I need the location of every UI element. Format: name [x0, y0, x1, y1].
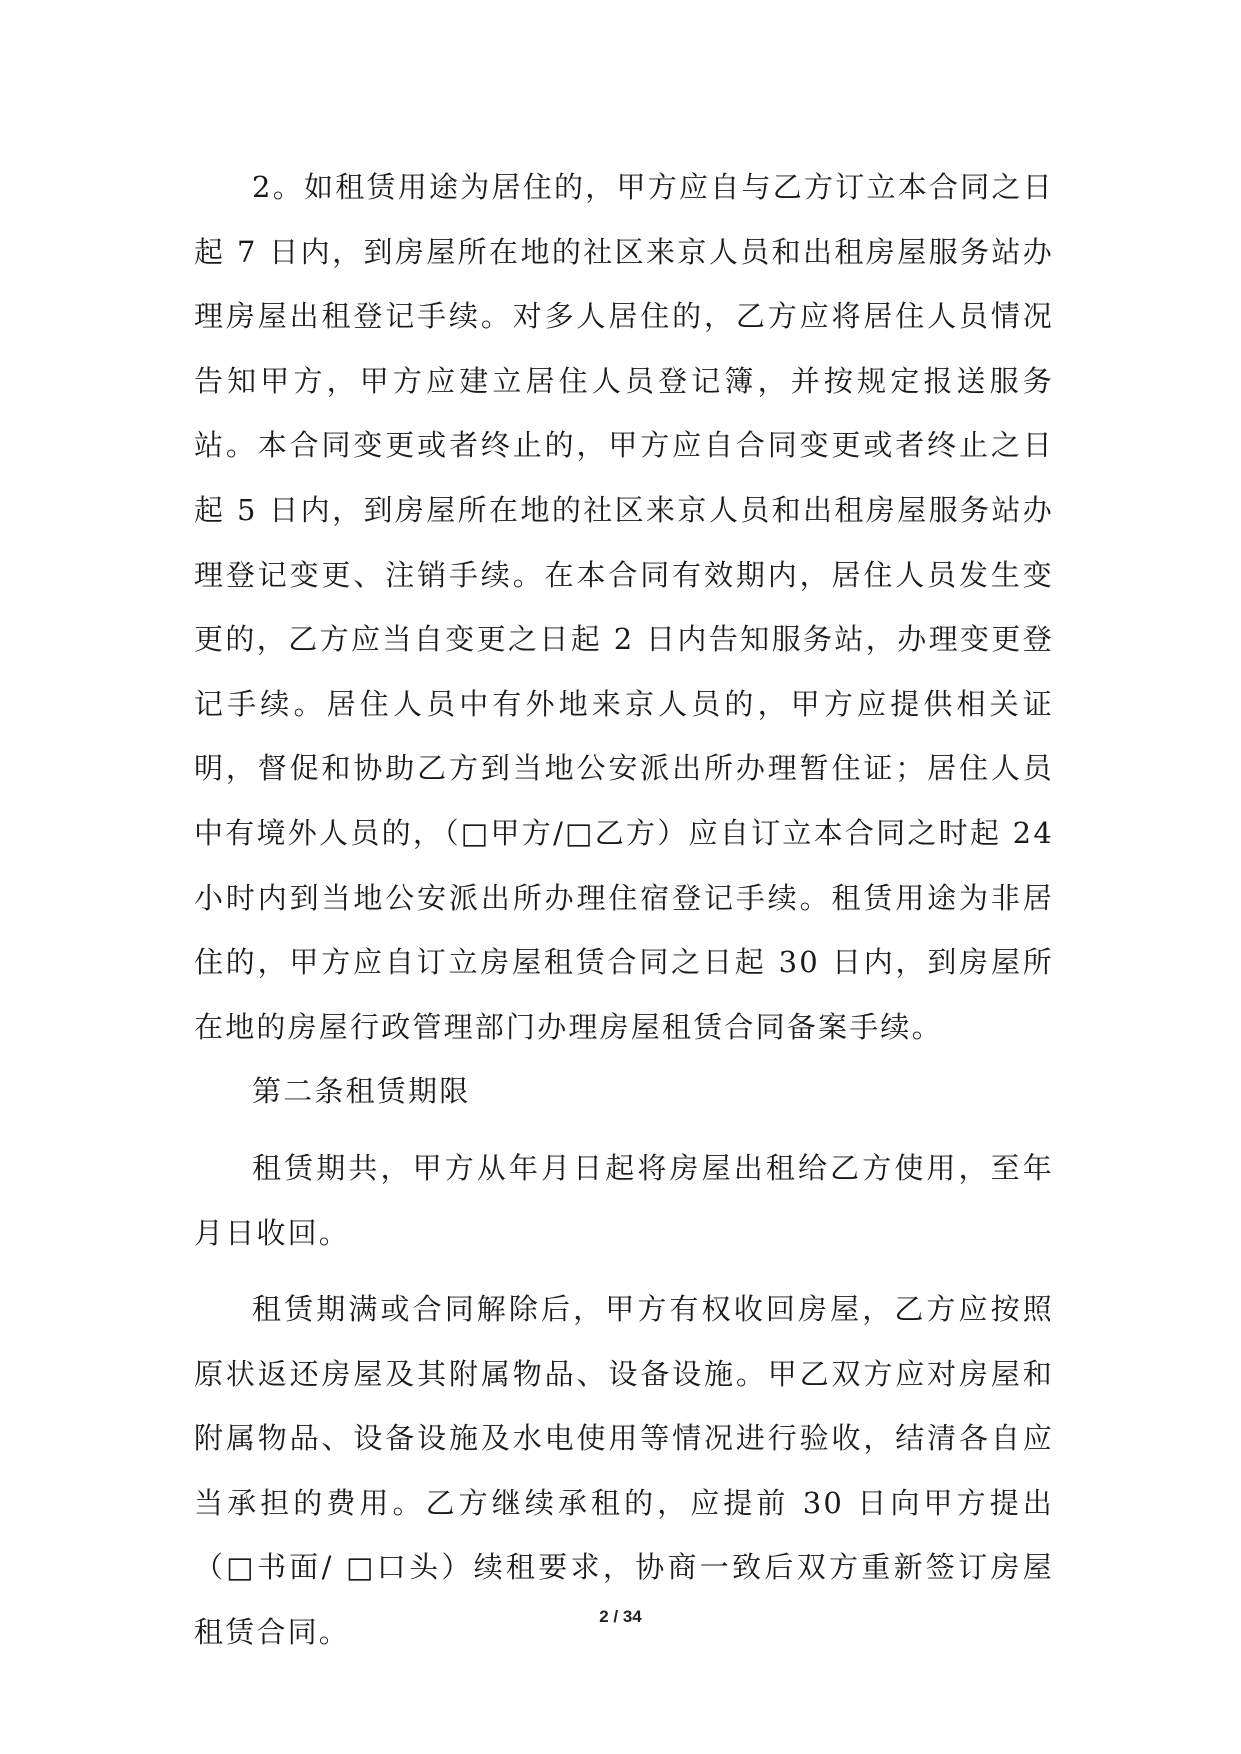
paragraph-lease-period: 租赁期共，甲方从年月日起将房屋出租给乙方使用，至年月日收回。 [194, 1150, 1054, 1250]
paragraph-registration: 2。如租赁用途为居住的，甲方应自与乙方订立本合同之日起 7 日内，到房屋所在地的社区来京人员和出租房屋服务站办理房屋出租登记手续。对多人居住的，乙方应将居住人员情况告知甲方，甲方应建立居住人员登记簿，并按规定报送服务站。本合同变更或者终止的，甲方应自合同变更或者终止之日起 5 日内，到房屋所在地的社区来京人员和出租房屋服务站办理登记变更、注销手续。在本合同有效期内，居住人员发生变更的，乙方应当自变更之日起 2 日内告知服务站，办理变更登记手续。居住人员中有外地来京人员的，甲方应提供相关证明，督促和协助乙方到当地公安派出所办理暂住证；居住人员中有境外人员的，（□甲方/□乙方）应自订立本合同之时起 24 小时内到当地公安派出所办理住宿登记手续。租赁用途为非居住的，甲方应自订立房屋租赁合同之日起 30 日内，到房屋所在地的房屋行政管理部门办理房屋租赁合同备案手续。 [194, 170, 1054, 1044]
paragraph-lease-expiry: 租赁期满或合同解除后，甲方有权收回房屋，乙方应按照原状返还房屋及其附属物品、设备设施。甲乙双方应对房屋和附属物品、设备设施及水电使用等情况进行验收，结清各自应当承担的费用。乙方继续承租的，应提前 30 日向甲方提出（□书面/ □口头）续租要求，协商一致后双方重新签订房屋租赁合同。 [194, 1292, 1054, 1650]
document-body [194, 155, 1054, 1665]
page-number: 2 / 34 [599, 1607, 642, 1626]
heading-lease-term: 第二条租赁期限 [252, 1074, 471, 1109]
